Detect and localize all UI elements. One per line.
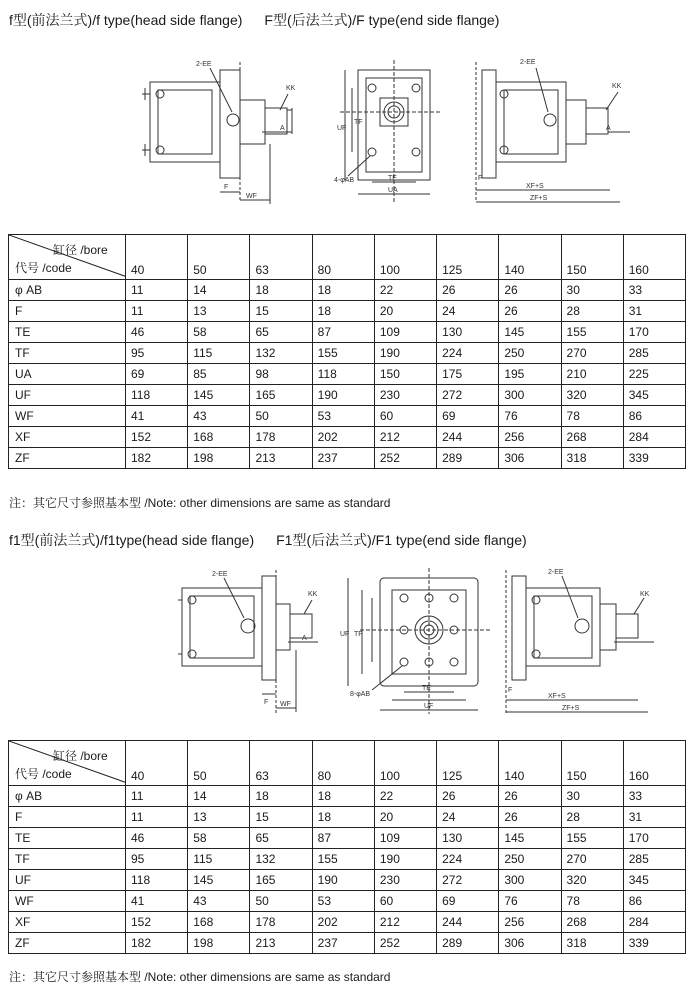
row-code-cell: TF — [9, 343, 126, 364]
row-code-cell: ZF — [9, 933, 126, 954]
row-code-cell: TE — [9, 322, 126, 343]
label-uf-bottom: UF — [424, 703, 434, 710]
table-row — [9, 786, 686, 807]
dimension-value-cell: 109 — [374, 322, 436, 343]
dimension-value-cell: 115 — [188, 849, 250, 870]
bore-header: 140 — [499, 741, 561, 786]
dimension-value-cell: 13 — [188, 807, 250, 828]
table-row — [9, 448, 686, 469]
bore-header: 150 — [561, 235, 623, 280]
drawing-head-flange-side-view — [178, 570, 318, 714]
dimension-value-cell: 86 — [623, 406, 685, 427]
dimension-value-cell: 244 — [437, 912, 499, 933]
dimension-value-cell: 268 — [561, 912, 623, 933]
table-row — [9, 427, 686, 448]
table-corner-cell — [9, 741, 126, 786]
dimension-value-cell: 210 — [561, 364, 623, 385]
dimension-value-cell: 318 — [561, 448, 623, 469]
drawing-head-flange-side-view — [142, 62, 292, 204]
dimension-value-cell: 145 — [188, 870, 250, 891]
table-row — [9, 912, 686, 933]
corner-code-label: 代号 /code — [15, 261, 72, 275]
label-a: A — [302, 635, 307, 642]
label-ab: 8-φAB — [350, 691, 371, 698]
dimension-value-cell: 175 — [437, 364, 499, 385]
dimension-value-cell: 26 — [437, 786, 499, 807]
row-code-cell: ZF — [9, 448, 126, 469]
bore-header: 140 — [499, 235, 561, 280]
dimension-value-cell: 13 — [188, 301, 250, 322]
section1-drawings — [0, 52, 695, 224]
section2-title-head-flange: f1型(前法兰式)/f1type(head side flange) — [9, 532, 255, 548]
dimension-value-cell: 345 — [623, 870, 685, 891]
dimension-value-cell: 182 — [126, 933, 188, 954]
dimension-value-cell: 46 — [126, 322, 188, 343]
dimension-value-cell: 339 — [623, 933, 685, 954]
label-ab: 4-φAB — [334, 177, 355, 184]
corner-code-label: 代号 /code — [15, 767, 72, 781]
table-header-row — [9, 235, 686, 280]
dimension-value-cell: 58 — [188, 828, 250, 849]
table-row — [9, 807, 686, 828]
dimension-value-cell: 284 — [623, 912, 685, 933]
dimension-value-cell: 43 — [188, 406, 250, 427]
bore-header: 100 — [374, 741, 436, 786]
table-row — [9, 301, 686, 322]
dimension-value-cell: 150 — [374, 364, 436, 385]
dimension-value-cell: 190 — [312, 385, 374, 406]
dimension-value-cell: 33 — [623, 280, 685, 301]
dimension-value-cell: 87 — [312, 322, 374, 343]
table-row — [9, 364, 686, 385]
label-zf: ZF+S — [530, 195, 548, 202]
dimension-value-cell: 20 — [374, 301, 436, 322]
corner-bore-label: 缸径 /bore — [53, 749, 108, 763]
dimension-value-cell: 244 — [437, 427, 499, 448]
bore-header: 40 — [126, 741, 188, 786]
dimension-value-cell: 132 — [250, 343, 312, 364]
dimension-value-cell: 256 — [499, 912, 561, 933]
section2-heading — [9, 530, 527, 550]
dimension-value-cell: 118 — [126, 870, 188, 891]
dimension-value-cell: 86 — [623, 891, 685, 912]
section2-drawings — [0, 564, 695, 736]
dimension-value-cell: 272 — [437, 385, 499, 406]
dimension-value-cell: 270 — [561, 343, 623, 364]
dimension-value-cell: 190 — [374, 849, 436, 870]
dimension-value-cell: 41 — [126, 891, 188, 912]
section1-title-head-flange: f型(前法兰式)/f type(head side flange) — [9, 12, 243, 28]
dimension-value-cell: 252 — [374, 933, 436, 954]
dimension-value-cell: 306 — [499, 448, 561, 469]
label-a: A — [280, 125, 285, 132]
table-corner-cell — [9, 235, 126, 280]
dimension-value-cell: 190 — [374, 343, 436, 364]
dimension-value-cell: 41 — [126, 406, 188, 427]
dimension-value-cell: 256 — [499, 427, 561, 448]
dimension-value-cell: 168 — [188, 427, 250, 448]
bore-header: 50 — [188, 741, 250, 786]
dimension-value-cell: 202 — [312, 427, 374, 448]
label-f-2: F — [478, 175, 483, 182]
dimension-value-cell: 289 — [437, 448, 499, 469]
table-row — [9, 933, 686, 954]
drawing-end-flange-side-view — [476, 62, 630, 202]
dimension-value-cell: 198 — [188, 933, 250, 954]
dimension-value-cell: 224 — [437, 343, 499, 364]
dimension-value-cell: 18 — [250, 786, 312, 807]
dimension-value-cell: 31 — [623, 807, 685, 828]
dimension-value-cell: 165 — [250, 385, 312, 406]
label-te: TE — [422, 685, 431, 692]
dimension-value-cell: 11 — [126, 807, 188, 828]
dimension-value-cell: 11 — [126, 301, 188, 322]
dimension-value-cell: 285 — [623, 849, 685, 870]
dimension-value-cell: 31 — [623, 301, 685, 322]
dimension-value-cell: 250 — [499, 343, 561, 364]
corner-bore-label: 缸径 /bore — [53, 243, 108, 257]
dimension-value-cell: 345 — [623, 385, 685, 406]
dimension-value-cell: 18 — [312, 280, 374, 301]
dimension-value-cell: 24 — [437, 301, 499, 322]
row-code-cell: WF — [9, 891, 126, 912]
dimension-value-cell: 28 — [561, 807, 623, 828]
dimension-value-cell: 130 — [437, 322, 499, 343]
dimension-value-cell: 198 — [188, 448, 250, 469]
dimension-value-cell: 98 — [250, 364, 312, 385]
row-code-cell: F — [9, 807, 126, 828]
label-kk-2: KK — [612, 83, 622, 90]
label-kk: KK — [308, 591, 318, 598]
dimension-value-cell: 237 — [312, 448, 374, 469]
dimension-value-cell: 28 — [561, 301, 623, 322]
dimension-value-cell: 118 — [126, 385, 188, 406]
dimension-value-cell: 155 — [312, 343, 374, 364]
section2-dimension-table — [8, 740, 686, 954]
bore-header: 160 — [623, 235, 685, 280]
label-f: F — [264, 699, 269, 706]
drawing-end-flange-side-view — [506, 570, 654, 714]
dimension-value-cell: 320 — [561, 870, 623, 891]
label-tf: TF — [354, 119, 363, 126]
dimension-value-cell: 285 — [623, 343, 685, 364]
dimension-value-cell: 18 — [312, 301, 374, 322]
table-row — [9, 891, 686, 912]
dimension-value-cell: 50 — [250, 406, 312, 427]
section1-heading — [9, 10, 499, 30]
dimension-value-cell: 190 — [312, 870, 374, 891]
dimension-value-cell: 24 — [437, 807, 499, 828]
row-code-cell: TF — [9, 849, 126, 870]
table-row — [9, 828, 686, 849]
label-xf: XF+S — [548, 693, 566, 700]
dimension-value-cell: 182 — [126, 448, 188, 469]
dimension-value-cell: 145 — [188, 385, 250, 406]
dimension-value-cell: 22 — [374, 280, 436, 301]
bore-header: 125 — [437, 235, 499, 280]
dimension-value-cell: 230 — [374, 385, 436, 406]
dimension-value-cell: 53 — [312, 406, 374, 427]
table-row — [9, 343, 686, 364]
table-row — [9, 406, 686, 427]
section2-note: 注：其它尺寸参照基本型 /Note: other dimensions are same as standard — [9, 970, 391, 984]
dimension-value-cell: 132 — [250, 849, 312, 870]
dimension-value-cell: 69 — [126, 364, 188, 385]
dimension-value-cell: 213 — [250, 448, 312, 469]
dimension-value-cell: 118 — [312, 364, 374, 385]
dimension-value-cell: 268 — [561, 427, 623, 448]
dimension-value-cell: 14 — [188, 280, 250, 301]
dimension-value-cell: 155 — [561, 322, 623, 343]
dimension-value-cell: 165 — [250, 870, 312, 891]
dimension-value-cell: 26 — [499, 807, 561, 828]
label-wf: WF — [280, 701, 291, 708]
dimension-value-cell: 11 — [126, 786, 188, 807]
dimension-value-cell: 306 — [499, 933, 561, 954]
dimension-value-cell: 26 — [499, 301, 561, 322]
dimension-value-cell: 130 — [437, 828, 499, 849]
dimension-value-cell: 43 — [188, 891, 250, 912]
bore-header: 50 — [188, 235, 250, 280]
dimension-value-cell: 155 — [312, 849, 374, 870]
row-code-cell: UF — [9, 385, 126, 406]
dimension-value-cell: 250 — [499, 849, 561, 870]
dimension-value-cell: 168 — [188, 912, 250, 933]
dimension-value-cell: 224 — [437, 849, 499, 870]
dimension-value-cell: 50 — [250, 891, 312, 912]
bore-header: 80 — [312, 741, 374, 786]
row-code-cell: XF — [9, 427, 126, 448]
dimension-value-cell: 170 — [623, 322, 685, 343]
label-zf: ZF+S — [562, 705, 580, 712]
dimension-value-cell: 58 — [188, 322, 250, 343]
dimension-value-cell: 178 — [250, 912, 312, 933]
label-kk: KK — [286, 85, 296, 92]
dimension-value-cell: 76 — [499, 406, 561, 427]
dimension-value-cell: 284 — [623, 427, 685, 448]
section1-drawing-svg — [0, 52, 695, 224]
dimension-value-cell: 178 — [250, 427, 312, 448]
table-row — [9, 385, 686, 406]
dimension-value-cell: 78 — [561, 406, 623, 427]
row-code-cell: XF — [9, 912, 126, 933]
dimension-value-cell: 270 — [561, 849, 623, 870]
dimension-value-cell: 212 — [374, 427, 436, 448]
dimension-value-cell: 18 — [312, 786, 374, 807]
dimension-value-cell: 65 — [250, 828, 312, 849]
section1-note: 注：其它尺寸参照基本型 /Note: other dimensions are same as standard — [9, 496, 391, 510]
section2-drawing-svg — [0, 564, 695, 736]
label-ee-2: 2-EE — [520, 59, 536, 66]
bore-header: 100 — [374, 235, 436, 280]
dimension-value-cell: 152 — [126, 427, 188, 448]
dimension-value-cell: 320 — [561, 385, 623, 406]
dimension-value-cell: 115 — [188, 343, 250, 364]
dimension-value-cell: 11 — [126, 280, 188, 301]
dimension-value-cell: 95 — [126, 343, 188, 364]
bore-header: 150 — [561, 741, 623, 786]
label-ee-2: 2-EE — [548, 569, 564, 576]
dimension-value-cell: 69 — [437, 406, 499, 427]
dimension-value-cell: 26 — [499, 280, 561, 301]
label-uf: UF — [337, 125, 347, 132]
label-f-2: F — [508, 687, 513, 694]
dimension-value-cell: 202 — [312, 912, 374, 933]
label-ee: 2-EE — [212, 571, 228, 578]
dimension-value-cell: 95 — [126, 849, 188, 870]
dimension-value-cell: 195 — [499, 364, 561, 385]
dimension-value-cell: 225 — [623, 364, 685, 385]
table-row — [9, 870, 686, 891]
dimension-value-cell: 60 — [374, 406, 436, 427]
bore-header: 63 — [250, 741, 312, 786]
label-uf: UF — [340, 631, 350, 638]
dimension-value-cell: 237 — [312, 933, 374, 954]
row-code-cell: φ AB — [9, 786, 126, 807]
dimension-value-cell: 145 — [499, 322, 561, 343]
dimension-value-cell: 53 — [312, 891, 374, 912]
table-row — [9, 849, 686, 870]
bore-header: 125 — [437, 741, 499, 786]
dimension-value-cell: 14 — [188, 786, 250, 807]
dimension-value-cell: 33 — [623, 786, 685, 807]
label-a-2: A — [606, 125, 611, 132]
label-kk-2: KK — [640, 591, 650, 598]
dimension-value-cell: 109 — [374, 828, 436, 849]
bore-header: 63 — [250, 235, 312, 280]
dimension-value-cell: 18 — [312, 807, 374, 828]
row-code-cell: TE — [9, 828, 126, 849]
dimension-value-cell: 78 — [561, 891, 623, 912]
dimension-value-cell: 252 — [374, 448, 436, 469]
dimension-value-cell: 87 — [312, 828, 374, 849]
dimension-value-cell: 22 — [374, 786, 436, 807]
dimension-value-cell: 289 — [437, 933, 499, 954]
section2-title-end-flange: F1型(后法兰式)/F1 type(end side flange) — [276, 532, 527, 548]
dimension-value-cell: 15 — [250, 301, 312, 322]
row-code-cell: φ AB — [9, 280, 126, 301]
section1-dimension-table — [8, 234, 686, 469]
bore-header: 40 — [126, 235, 188, 280]
dimension-value-cell: 230 — [374, 870, 436, 891]
label-f: F — [224, 184, 229, 191]
dimension-value-cell: 30 — [561, 786, 623, 807]
label-ee: 2-EE — [196, 61, 212, 68]
label-ua: UA — [388, 187, 398, 194]
dimension-value-cell: 272 — [437, 870, 499, 891]
dimension-value-cell: 339 — [623, 448, 685, 469]
dimension-value-cell: 145 — [499, 828, 561, 849]
dimension-value-cell: 20 — [374, 807, 436, 828]
dimension-value-cell: 85 — [188, 364, 250, 385]
dimension-value-cell: 26 — [437, 280, 499, 301]
dimension-value-cell: 30 — [561, 280, 623, 301]
dimension-value-cell: 155 — [561, 828, 623, 849]
bore-header: 160 — [623, 741, 685, 786]
dimension-value-cell: 318 — [561, 933, 623, 954]
dimension-value-cell: 69 — [437, 891, 499, 912]
row-code-cell: UA — [9, 364, 126, 385]
dimension-value-cell: 65 — [250, 322, 312, 343]
dimension-value-cell: 212 — [374, 912, 436, 933]
dimension-value-cell: 18 — [250, 280, 312, 301]
table-header-row — [9, 741, 686, 786]
row-code-cell: UF — [9, 870, 126, 891]
dimension-value-cell: 15 — [250, 807, 312, 828]
section1-title-end-flange: F型(后法兰式)/F type(end side flange) — [264, 12, 500, 28]
dimension-value-cell: 300 — [499, 870, 561, 891]
label-wf: WF — [246, 193, 257, 200]
dimension-value-cell: 213 — [250, 933, 312, 954]
row-code-cell: F — [9, 301, 126, 322]
dimension-value-cell: 170 — [623, 828, 685, 849]
label-tf: TF — [354, 631, 363, 638]
dimension-value-cell: 46 — [126, 828, 188, 849]
dimension-value-cell: 152 — [126, 912, 188, 933]
dimension-value-cell: 76 — [499, 891, 561, 912]
dimension-value-cell: 26 — [499, 786, 561, 807]
table-row — [9, 322, 686, 343]
dimension-value-cell: 60 — [374, 891, 436, 912]
table-row — [9, 280, 686, 301]
label-xf: XF+S — [526, 183, 544, 190]
bore-header: 80 — [312, 235, 374, 280]
label-te: TE — [388, 175, 397, 182]
row-code-cell: WF — [9, 406, 126, 427]
dimension-value-cell: 300 — [499, 385, 561, 406]
